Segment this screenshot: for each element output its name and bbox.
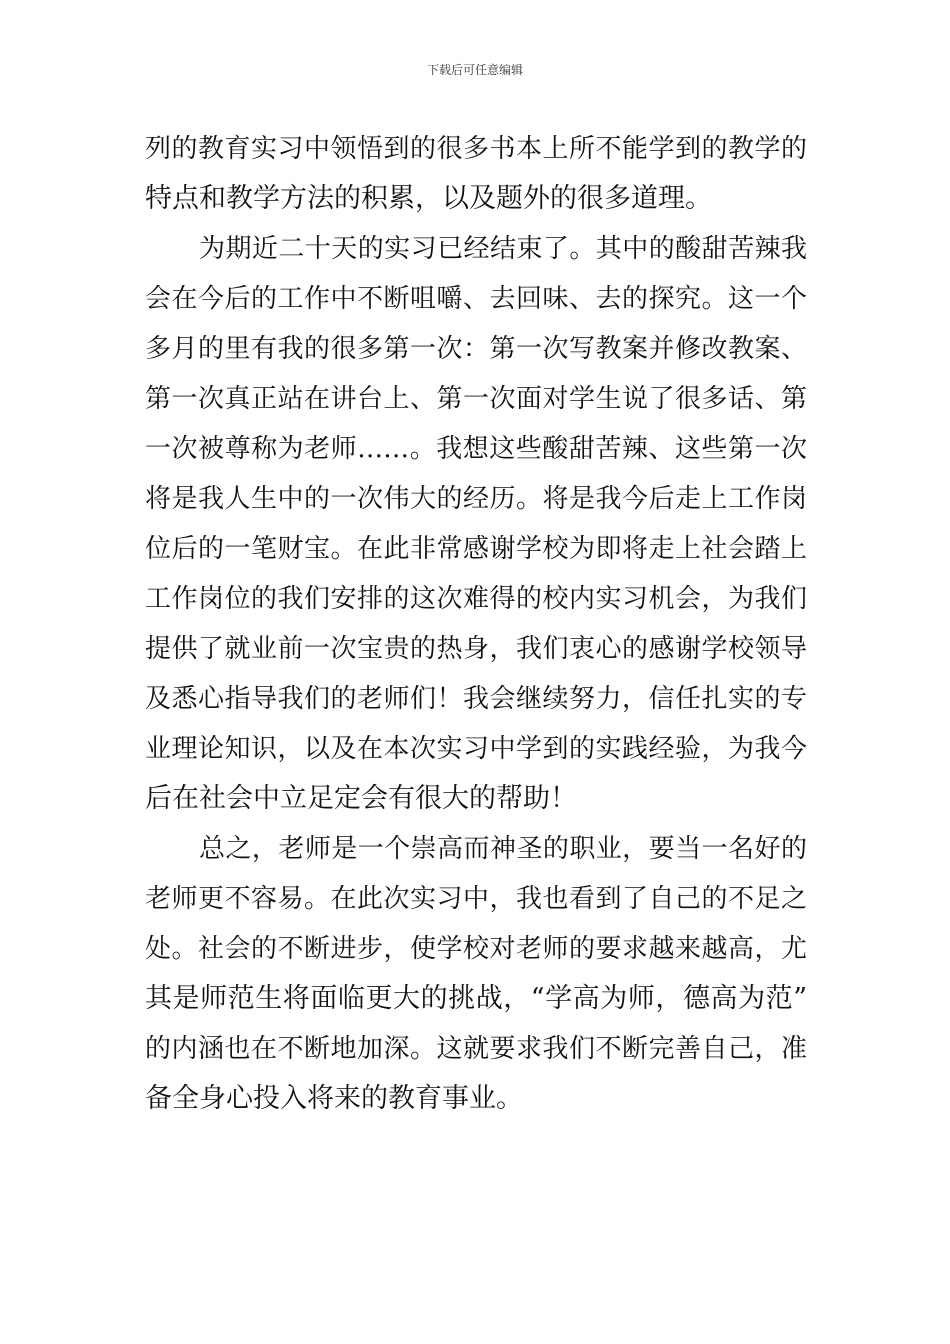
text-line: 总之，老师是一个崇高而神圣的职业，要当一名好的 [199, 834, 807, 864]
text-line: 工作岗位的我们安排的这次难得的校内实习机会，为我们 [145, 584, 807, 614]
text-line: 后在社会中立足定会有很大的帮助！ [145, 783, 577, 814]
text-line: 老师更不容易。在此次实习中，我也看到了自己的不足之 [145, 884, 807, 914]
text-line: 位后的一笔财宝。在此非常感谢学校为即将走上社会踏上 [145, 534, 807, 564]
text-line: 其是师范生将面临更大的挑战，“学高为师，德高为范” [145, 983, 807, 1014]
document-body [145, 124, 807, 1124]
text-line: 为期近二十天的实习已经结束了。其中的酸甜苦辣我 [199, 234, 807, 264]
text-line: 及悉心指导我们的老师们！我会继续努力，信任扎实的专 [145, 684, 807, 714]
text-line: 备全身心投入将来的教育事业。 [145, 1083, 523, 1114]
text-line: 将是我人生中的一次伟大的经历。将是我今后走上工作岗 [145, 484, 807, 514]
text-line: 多月的里有我的很多第一次：第一次写教案并修改教案、 [145, 334, 807, 364]
text-line: 会在今后的工作中不断咀嚼、去回味、去的探究。这一个 [145, 284, 807, 314]
text-line: 业理论知识，以及在本次实习中学到的实践经验，为我今 [145, 734, 807, 764]
text-line: 列的教育实习中领悟到的很多书本上所不能学到的教学的 [145, 134, 807, 164]
text-line: 第一次真正站在讲台上、第一次面对学生说了很多话、第 [145, 384, 807, 414]
text-line: 特点和教学方法的积累，以及题外的很多道理。 [145, 183, 712, 214]
text-line: 的内涵也在不断地加深。这就要求我们不断完善自己，准 [145, 1034, 807, 1064]
text-line: 提供了就业前一次宝贵的热身，我们衷心的感谢学校领导 [145, 634, 807, 664]
page-header: 下载后可任意编辑 [426, 63, 523, 77]
text-line: 处。社会的不断进步，使学校对老师的要求越来越高，尤 [145, 934, 807, 964]
text-line: 一次被尊称为老师……。我想这些酸甜苦辣、这些第一次 [145, 434, 807, 464]
